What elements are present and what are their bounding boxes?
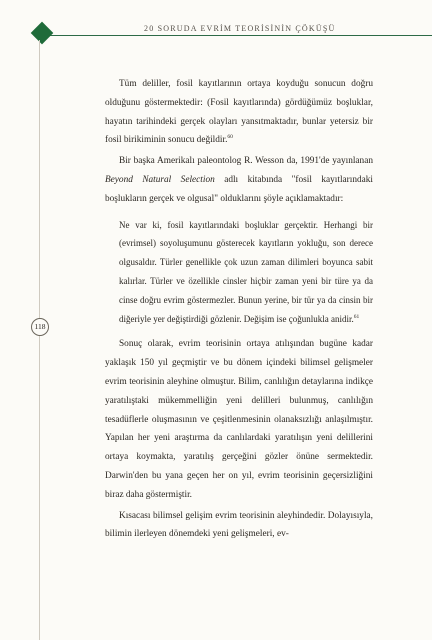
block-quote-text: Ne var ki, fosil kayıtlarındaki boşluklar gerçektir. Herhangi bir (evrimsel) soyoluşumunu gösterecek kayıtların yokluğu, son derece olgusaldır. Türler genellikle çok uzun zaman dilimleri boyunca sabit kalırlar. Türler ve özellikle cinsler hiçbir zaman yeni bir türe ya da cinse doğru evrim göstermezler. Bunun yerine, bir tür ya da cinsin bir diğeriyle yer değiştirdiği gözlenir. Değişim ise çoğunlukla anidir.: [119, 219, 373, 324]
paragraph-2-lead: Bir başka Amerikalı paleontolog R. Wesson da, 1991'de yayınlanan: [119, 156, 373, 167]
diamond-ornament-icon: [31, 22, 54, 45]
paragraph-2: [105, 152, 373, 208]
paragraph-2-tail: adlı kitabında "fosil kayıtlarındaki boşlukların gerçek ve olgusal" olduklarını şöyle açıklamaktadır:: [105, 174, 374, 204]
page-body: [105, 75, 373, 544]
book-title: Beyond Natural Selection: [105, 174, 215, 185]
footnote-marker-61: 61: [353, 313, 360, 320]
running-head: 20 SORUDA EVRİM TEORİSİNİN ÇÖKÜŞÜ: [144, 24, 336, 33]
footnote-marker-60: 60: [227, 134, 233, 141]
block-quote: [119, 216, 373, 329]
header-rule: [44, 35, 432, 36]
page-number: 118: [31, 318, 49, 336]
paragraph-1-text: Tüm deliller, fosil kayıtlarının ortaya koyduğu sonucun doğru olduğunu göstermektedir: (Fosil kayıtlarında) gördüğümüz boşluklar, hayatın tarihindeki gerçek olayları yansıtmaktadır, bunlar yetersiz bir fosil birikiminin sonucu değildir.: [105, 79, 373, 146]
paragraph-1: [105, 75, 373, 150]
paragraph-4: Kısacası bilimsel gelişim evrim teorisinin aleyhindedir. Dolayısıyla, bilimin ilerleyen dönemdeki yeni gelişmeleri, ev-: [105, 510, 373, 540]
side-margin-rule: [39, 40, 40, 640]
paragraph-3: Sonuç olarak, evrim teorisinin ortaya atılışından bugüne kadar yaklaşık 150 yıl geçmiştir ve bu dönem içindeki bilimsel gelişmeler evrim teorisinin aleyhine olmuştur. Bilim, canlılığın detaylarına indikçe yaratılıştaki mükemmelliğin yeni delilleri bulunmuş, canlılığın tesadüflerle oluşmasının ve çeşitlenmesinin olanaksızlığı anlaşılmıştır. Yapılan her yeni araştırma da canlılardaki yaratılışın yeni delillerini ortaya koymakta, yaratılış gerçeğini gözler önüne sermektedir. Darwin'den bu yana geçen her on yıl, evrim teorisinin geçersizliğini biraz daha göstermiştir.: [105, 339, 373, 500]
